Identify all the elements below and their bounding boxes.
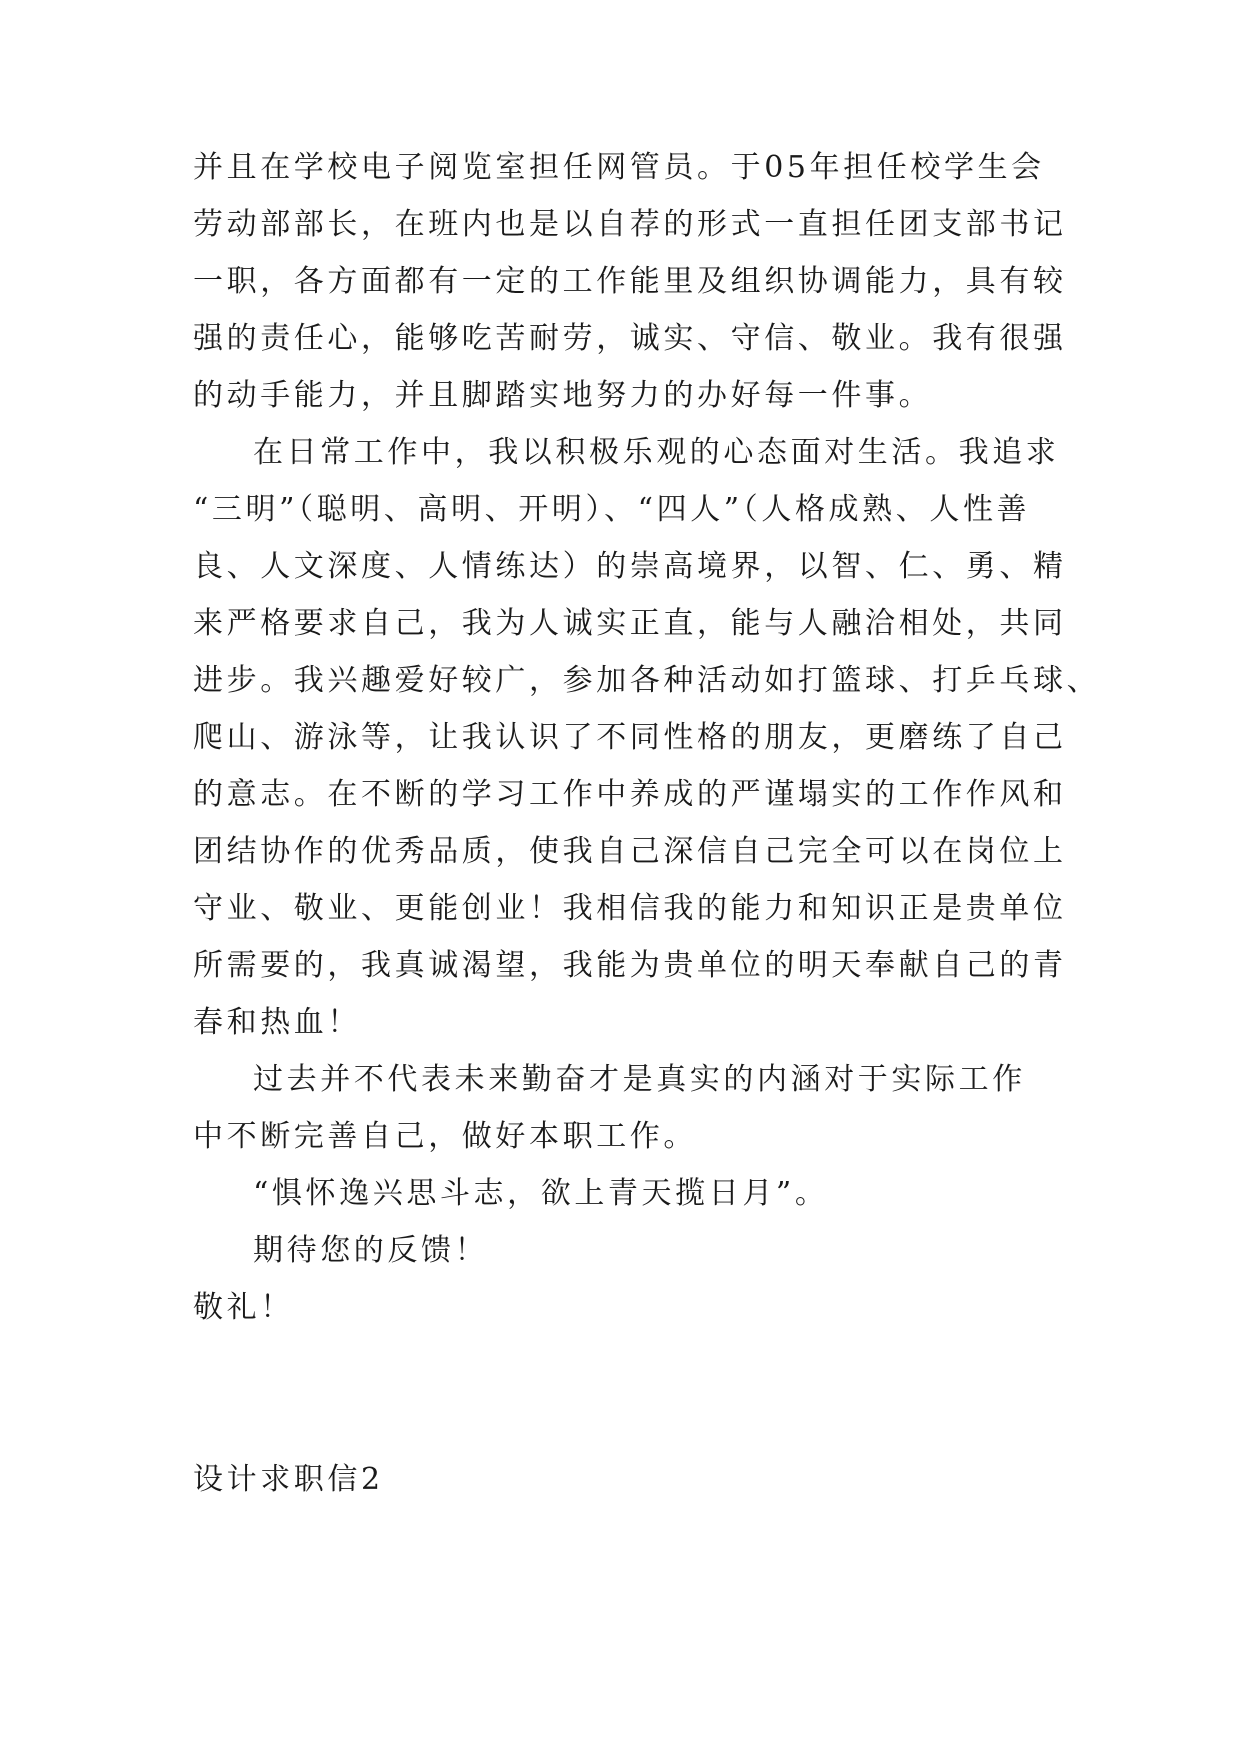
- paragraph-line: 过去并不代表未来勤奋才是真实的内涵对于实际工作: [253, 1062, 1026, 1097]
- paragraph-line: 的动手能力，并且脚踏实地努力的办好每一件事。: [193, 378, 933, 413]
- paragraph-line: 中不断完善自己，做好本职工作。: [193, 1119, 697, 1154]
- paragraph-line: 所需要的，我真诚渴望，我能为贵单位的明天奉献自己的青: [193, 948, 1067, 983]
- paragraph-line: 良、人文深度、人情练达）的崇高境界，以智、仁、勇、精: [193, 549, 1067, 584]
- paragraph-line: 的意志。在不断的学习工作中养成的严谨塌实的工作作风和: [193, 777, 1067, 812]
- paragraph-line: 来严格要求自己，我为人诚实正直，能与人融洽相处，共同: [193, 606, 1067, 641]
- paragraph-line: 进步。我兴趣爱好较广，参加各种活动如打篮球、打乒乓球、: [193, 663, 1101, 698]
- salutation-line: 敬礼！: [193, 1290, 294, 1325]
- paragraph-line: 一职，各方面都有一定的工作能里及组织协调能力，具有较: [193, 264, 1067, 299]
- paragraph-line: 守业、敬业、更能创业！我相信我的能力和知识正是贵单位: [193, 891, 1067, 926]
- paragraph-line: 劳动部部长，在班内也是以自荐的形式一直担任团支部书记: [193, 207, 1067, 242]
- paragraph-line: 团结协作的优秀品质，使我自己深信自己完全可以在岗位上: [193, 834, 1067, 869]
- paragraph-line: 强的责任心，能够吃苦耐劳，诚实、守信、敬业。我有很强: [193, 321, 1067, 356]
- quote-line: “惧怀逸兴思斗志，欲上青天揽日月”。: [253, 1176, 829, 1211]
- paragraph-line: 并且在学校电子阅览室担任网管员。于05年担任校学生会: [193, 150, 1045, 185]
- paragraph-line: 爬山、游泳等，让我认识了不同性格的朋友，更磨练了自己: [193, 720, 1067, 755]
- paragraph-line: 春和热血！: [193, 1005, 361, 1040]
- paragraph-line: “三明”（聪明、高明、开明）、“四人”（人格成熟、人性善: [193, 492, 1031, 527]
- section-title: 设计求职信2: [193, 1462, 384, 1497]
- closing-line: 期待您的反馈！: [253, 1233, 489, 1268]
- paragraph-line: 在日常工作中，我以积极乐观的心态面对生活。我追求: [253, 435, 1060, 470]
